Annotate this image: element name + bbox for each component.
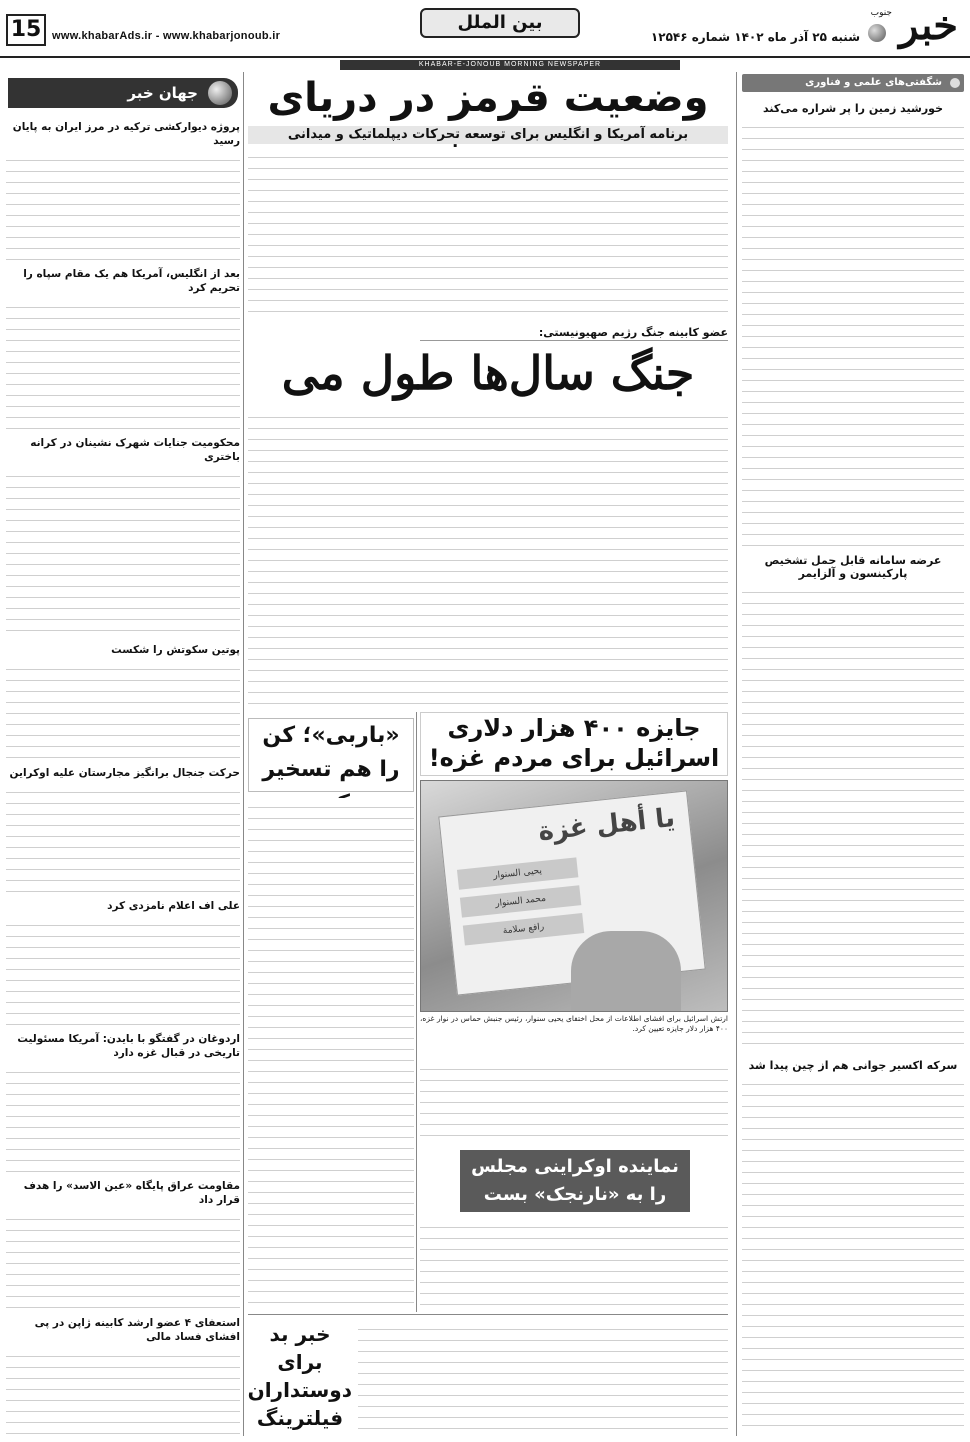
prize-article-body — [420, 1060, 728, 1142]
main-subhead: برنامه آمریکا و انگلیس برای توسعه تحرکات دیپلماتیک و میدانی — [248, 126, 728, 144]
war-headline: جنگ سال‌ها طول می — [281, 346, 695, 400]
hand-shape — [571, 931, 681, 1011]
science-column — [742, 96, 964, 1436]
article-title: خورشید زمین را پر شراره می‌کند — [762, 102, 943, 115]
website-url[interactable]: www.khabarAds.ir - www.khabarjonoub.ir — [52, 30, 281, 42]
newspaper-logo — [864, 2, 964, 54]
news-body — [6, 1347, 240, 1436]
news-body — [6, 660, 240, 760]
logo-subtext: جنوب — [870, 8, 892, 18]
parliament-headline: نماینده اوکراینی مجلس را به «نارنجک» بست — [460, 1150, 690, 1212]
news-title: پوتین سکوتش را شکست — [111, 644, 240, 656]
news-body — [6, 1210, 240, 1310]
column-divider — [736, 72, 737, 1436]
world-news-header — [8, 78, 238, 108]
column-divider — [243, 72, 244, 1436]
war-article-body — [248, 408, 728, 708]
article-body — [742, 1075, 964, 1435]
globe-icon — [208, 81, 232, 105]
news-title: علی اف اعلام نامزدی کرد — [107, 900, 240, 912]
date-issue: شنبه ۲۵ آذر ماه ۱۴۰۲ شماره ۱۲۵۴۶ — [650, 30, 860, 44]
news-title: استعفای ۴ عضو ارشد کابینه ژاپن در پی افشای فساد مالی — [34, 1317, 240, 1343]
world-news-column — [6, 114, 240, 1436]
section-title: بین الملل — [420, 8, 580, 38]
news-title: بعد از انگلیس، آمریکا هم یک مقام سپاه را تحریم کرد — [23, 268, 240, 294]
science-section-header: شگفتی‌های علمی و فناوری — [742, 74, 964, 92]
news-title: پروژه دیوارکشی ترکیه در مرز ایران به پایان رسید — [12, 121, 240, 147]
news-body — [6, 916, 240, 1026]
article-body — [742, 118, 964, 548]
news-body — [6, 151, 240, 261]
war-kicker: عضو کابینه جنگ رژیم صهیونیستی: — [420, 325, 728, 341]
column-divider — [416, 712, 417, 1312]
news-title: حرکت جنجال برانگیز مجارستان علیه اوکراین — [9, 767, 240, 779]
english-name-strip: KHABAR-E-JONOUB MORNING NEWSPAPER — [340, 60, 680, 70]
parliament-article-body — [420, 1218, 728, 1310]
masthead — [0, 0, 970, 58]
logo-text: خبر — [899, 2, 958, 49]
red-sea-article-body — [248, 148, 728, 320]
world-news-label: جهان خبر — [127, 84, 198, 102]
photo-caption: ارتش اسرائیل برای افشای اطلاعات از محل اختفای یحیی سنوار، رئیس جنبش حماس در نوار غزه، ۴۰۰ هزار دلار جایزه تعیین کرد. — [420, 1014, 728, 1033]
flyer-title: یا أهل غزة — [536, 802, 677, 848]
main-headline: وضعیت قرمز در دریای — [267, 75, 709, 121]
news-body — [6, 783, 240, 893]
news-photo — [420, 780, 728, 1012]
flyer-row: محمد السنوار — [460, 885, 581, 917]
news-title: اردوغان در گفتگو با بایدن: آمریکا مسئولیت تاریخی در قبال غزه دارد — [17, 1033, 240, 1059]
news-title: مقاومت عراق پایگاه «عین الاسد» را هدف قرار داد — [23, 1180, 240, 1206]
flyer-row: رافع سلامة — [463, 913, 584, 945]
filter-headline: خبر بد برای دوستداران فیلترینگ — [247, 1322, 352, 1430]
article-title: سرکه اکسیر جوانی هم از چین پیدا شد — [748, 1059, 958, 1072]
news-body — [6, 467, 240, 637]
article-body — [742, 583, 964, 1053]
article-title: عرضه سامانه قابل حمل تشخیص پارکینسون و آلزایمر — [764, 554, 942, 580]
news-body — [6, 1063, 240, 1173]
globe-icon — [868, 24, 886, 42]
prize-headline: جایزه ۴۰۰ هزار دلاری اسرائیل برای مردم غزه! — [420, 712, 728, 776]
filter-article-body — [358, 1320, 728, 1436]
barbie-headline: «باربی»؛ کن را هم تسخیر — [248, 718, 414, 792]
horizontal-rule — [248, 1314, 728, 1315]
news-body — [6, 298, 240, 430]
barbie-article-body — [248, 798, 414, 1310]
page-number: 15 — [6, 14, 46, 46]
flyer-row: یحیی السنوار — [457, 857, 578, 889]
news-title: محکومیت جنایات شهرک نشینان در کرانه باختری — [30, 437, 240, 463]
